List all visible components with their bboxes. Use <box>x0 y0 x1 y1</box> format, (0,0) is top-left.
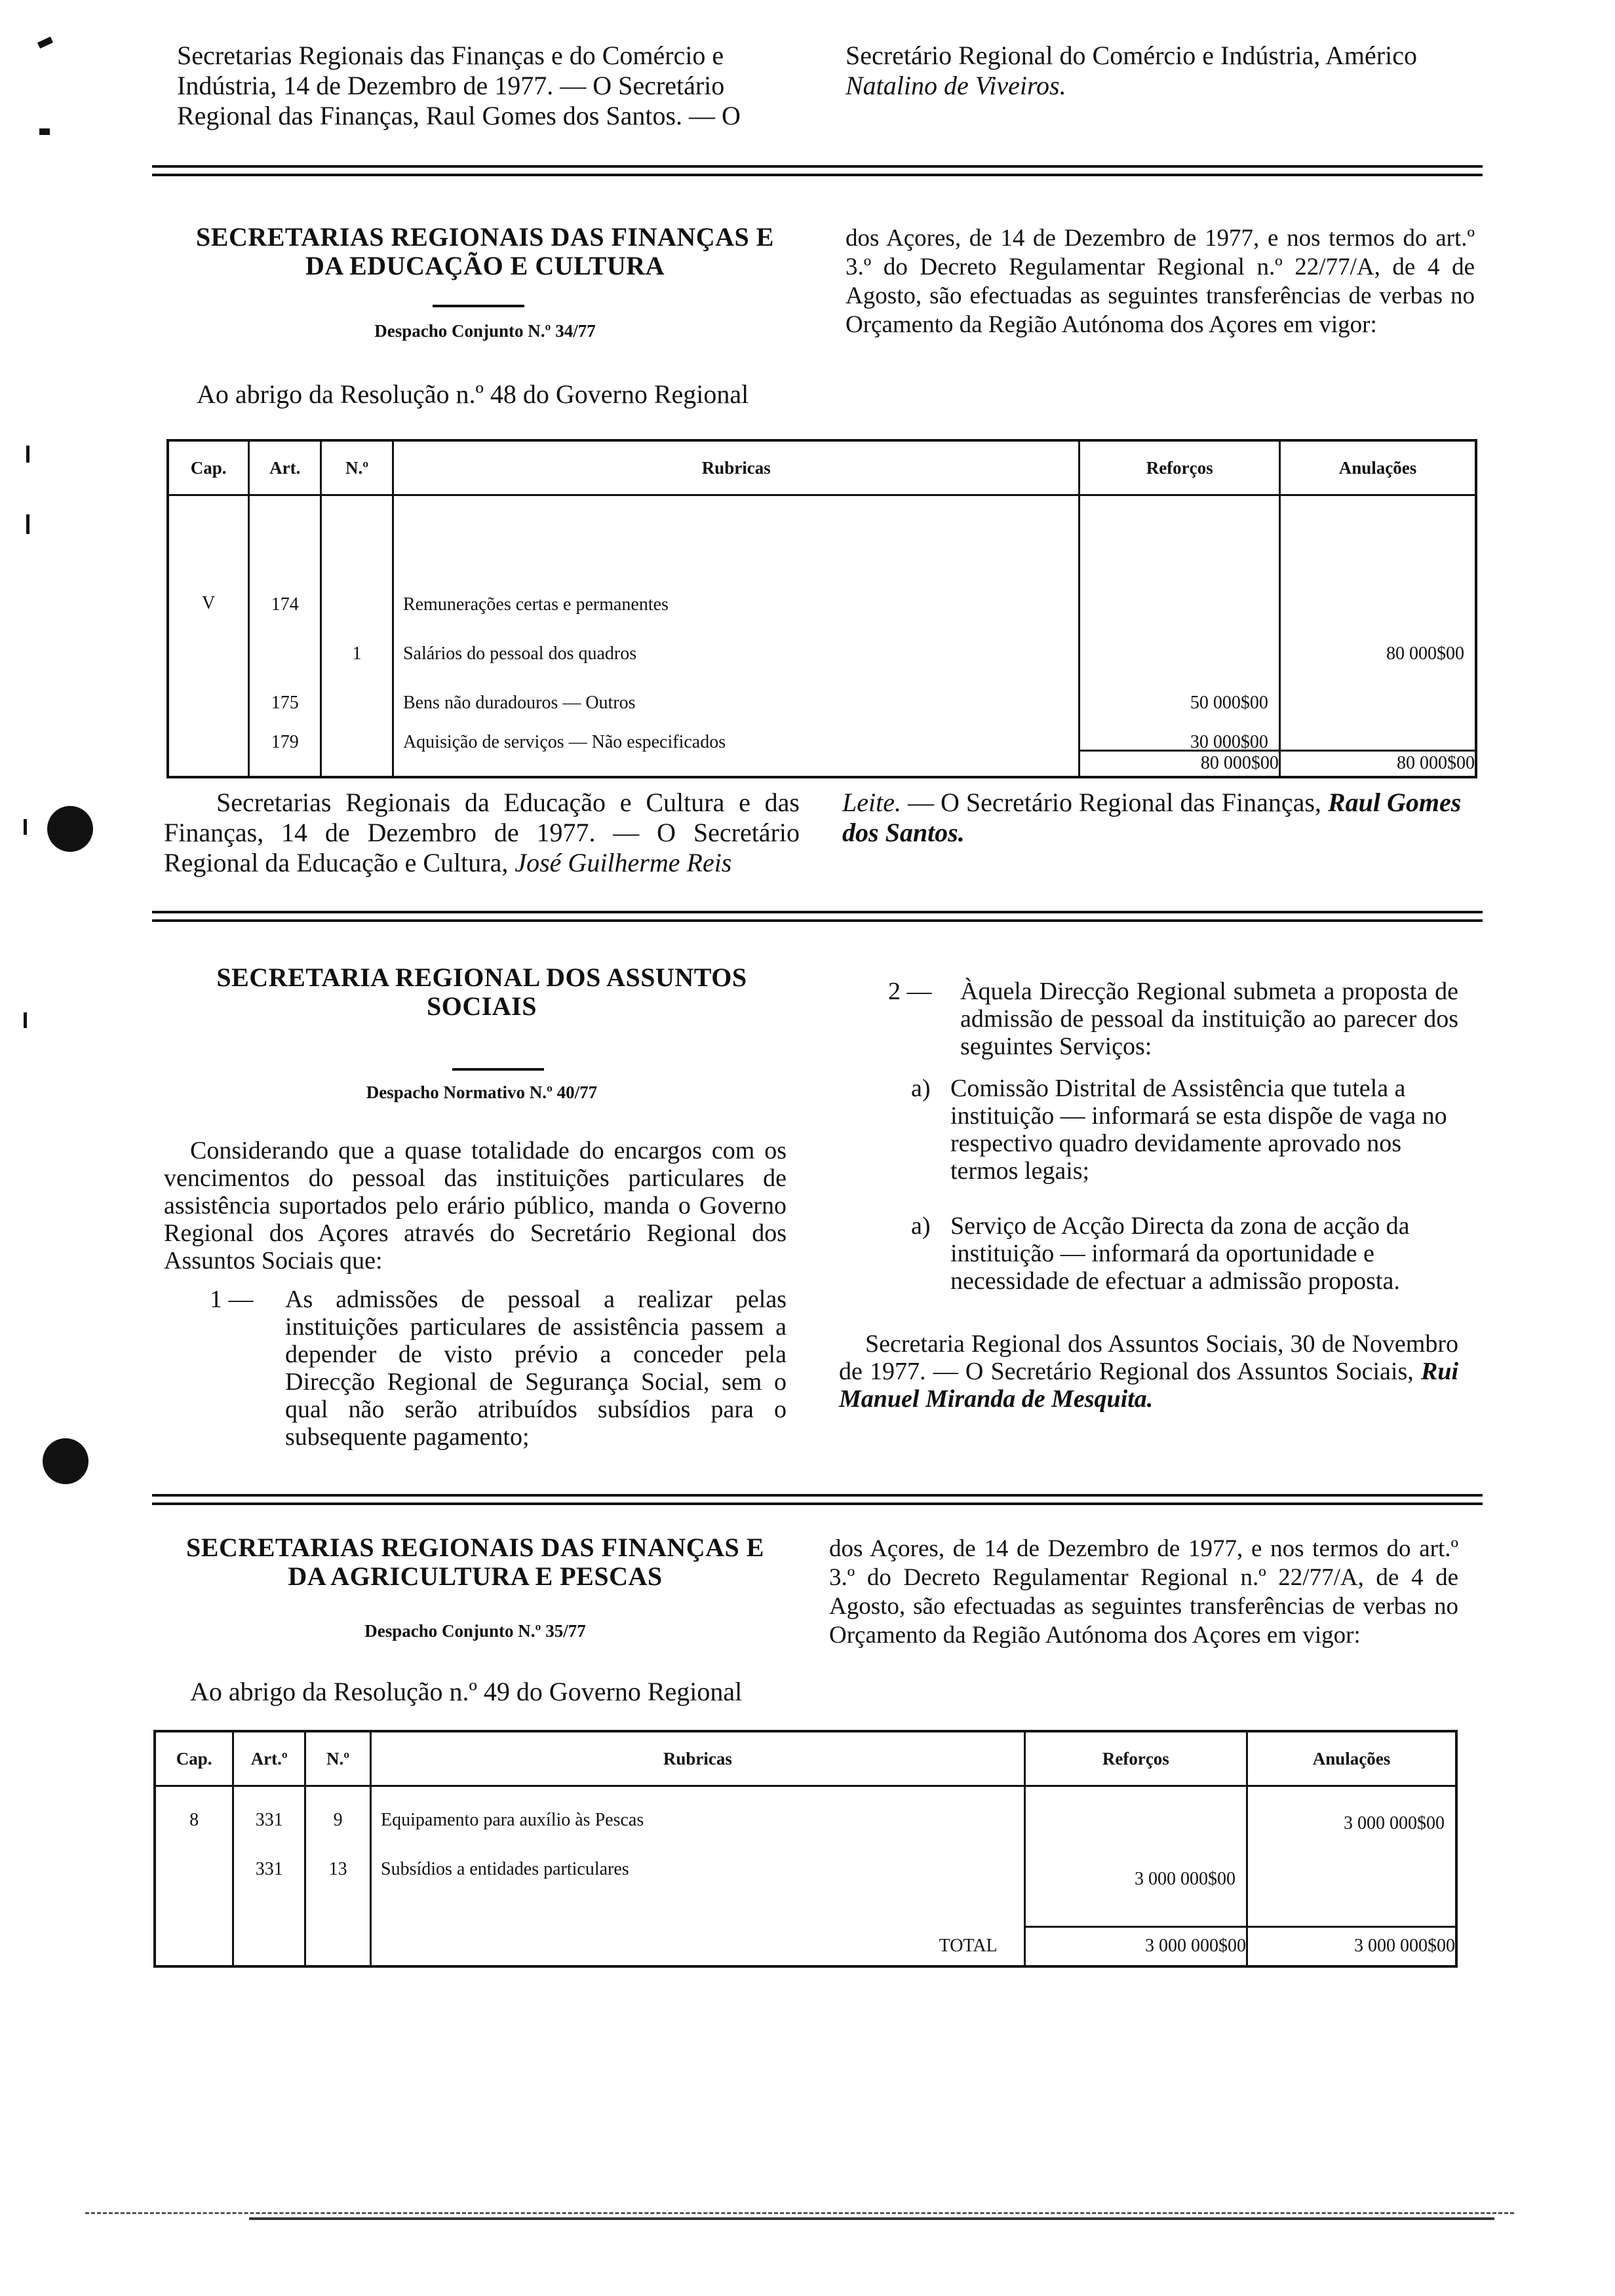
col-header-art: Art. <box>249 440 321 495</box>
section2-sub-a-2 <box>911 1212 1458 1295</box>
section1-reforcos-column <box>1080 495 1279 751</box>
section1-closing-right-name-2: Raul Gomes dos Santos. <box>842 788 1462 847</box>
section3-reforcos-column <box>1024 1786 1247 1927</box>
section3-total-anulacoes: 3 000 000$00 <box>1247 1927 1456 1966</box>
table-cell-reforco: 30 000$00 <box>1190 732 1268 752</box>
section1-table-header-row <box>168 440 1476 495</box>
section2-heading-line-1: SECRETARIA REGIONAL DOS ASSUNTOS <box>216 963 747 992</box>
col-header-cap: Cap. <box>168 440 249 495</box>
section1-closing-left <box>164 788 800 878</box>
section3-despacho-title: Despacho Conjunto N.º 35/77 <box>364 1621 586 1641</box>
section1-heading-rule <box>433 305 524 307</box>
binder-hole-mark <box>47 806 93 852</box>
margin-mark <box>26 514 29 534</box>
section2-sub-a-1-text: Comissão Distrital de Assistência que tutela a instituição — informará se esta dispõe de vaga no respectivo quadro devidamente aprovado nos termos legais; <box>950 1075 1447 1185</box>
top-fragment-line-3: Regional das Finanças, Raul Gomes dos Santos. — O <box>177 101 741 130</box>
section3-cap-column <box>155 1786 233 1927</box>
footer-scan-line <box>85 2212 1514 2214</box>
section2-item-2-text: Àquela Direcção Regional submeta a proposta de admissão de pessoal da instituição ao parecer dos seguintes Serviços: <box>960 978 1458 1060</box>
col-header-anulacoes: Anulações <box>1247 1731 1456 1786</box>
section1-heading-line-2: DA EDUCAÇÃO E CULTURA <box>305 251 665 280</box>
col-header-rubricas: Rubricas <box>371 1731 1025 1786</box>
section1-rubricas-column <box>393 495 1080 751</box>
col-header-reforcos: Reforços <box>1024 1731 1247 1786</box>
col-header-num: N.º <box>305 1731 371 1786</box>
table-cell-reforco: 50 000$00 <box>1190 693 1268 713</box>
section1-despacho-title: Despacho Conjunto N.º 34/77 <box>374 321 596 341</box>
col-header-art: Art.º <box>233 1731 305 1786</box>
table-cell-anulacao: 3 000 000$00 <box>1344 1813 1445 1833</box>
section1-heading <box>164 223 806 280</box>
section1-cap-value: V <box>202 593 216 613</box>
margin-mark <box>24 819 27 835</box>
section3-cap-value: 8 <box>189 1810 199 1830</box>
section3-anulacoes-column <box>1247 1786 1456 1927</box>
section2-item-1 <box>210 1286 787 1451</box>
section2-sub-a-1 <box>911 1075 1458 1185</box>
section2-heading-line-2: SOCIAIS <box>426 991 537 1021</box>
section1-closing-right-name-1: Leite. <box>842 788 901 817</box>
top-fragment-line-1: Secretarias Regionais das Finanças e do Comércio e <box>177 41 724 70</box>
section1-closing-right <box>842 788 1478 848</box>
table-cell-rubrica: Bens não duradouros — Outros <box>402 693 636 713</box>
section3-heading <box>151 1533 800 1591</box>
section2-item-1-text: As admissões de pessoal a realizar pelas instituições particulares de assistência passem a depender de visto prévio a conceder pela Direcção Regional de Segurança Social, sem o qual não serão atribuídos subsídios para o subsequente pagamento; <box>285 1286 787 1451</box>
section2-heading-rule <box>452 1068 544 1071</box>
section2-item-2 <box>888 978 1458 1060</box>
section1-closing-left-name: José Guilherme Reis <box>515 848 732 877</box>
footer-scan-line <box>249 2217 1494 2220</box>
table-cell-rubrica: Subsídios a entidades particulares <box>381 1859 629 1879</box>
margin-mark <box>39 128 50 135</box>
table-cell-art: 174 <box>271 594 299 615</box>
section2-heading <box>164 963 800 1021</box>
top-fragment-line-2: Indústria, 14 de Dezembro de 1977. — O Secretário <box>177 71 725 100</box>
section2-closing-name: Rui Manuel Miranda de Mesquita. <box>839 1358 1459 1413</box>
section2-intro: Considerando que a quase totalidade do encargos com os vencimentos do pessoal das instituições particulares de assistência suportados pelo erário público, manda o Governo Regional dos Açores através do Secretário Regional dos Assuntos Sociais que: <box>164 1137 787 1274</box>
section2-despacho-title: Despacho Normativo N.º 40/77 <box>366 1082 598 1102</box>
section1-anulacoes-column <box>1279 495 1476 751</box>
section3-num-column <box>305 1786 371 1927</box>
section2-item-2-number: 2 — <box>888 978 932 1005</box>
top-fragment-right <box>846 41 1488 101</box>
margin-mark <box>26 446 29 463</box>
section2-sub-a-1-label: a) <box>911 1075 931 1102</box>
section1-closing-left-text: Secretarias Regionais da Educação e Cultura e das Finanças, 14 de Dezembro de 1977. — O Secretário Regional da Educação e Cultura, <box>164 788 800 877</box>
col-header-rubricas: Rubricas <box>393 440 1080 495</box>
table-cell-anulacao: 80 000$00 <box>1386 643 1464 664</box>
table-cell-art: 179 <box>271 732 299 752</box>
section-divider-1 <box>152 165 1483 180</box>
section3-rubricas-column <box>371 1786 1025 1927</box>
top-fragment-right-line-1: Secretário Regional do Comércio e Indústria, Américo <box>846 41 1417 70</box>
section3-heading-line-2: DA AGRICULTURA E PESCAS <box>288 1561 663 1591</box>
section3-art-column <box>233 1786 305 1927</box>
section1-cap-column <box>168 495 249 751</box>
section1-heading-line-1: SECRETARIAS REGIONAIS DAS FINANÇAS E <box>196 222 774 252</box>
section1-art-column <box>249 495 321 751</box>
section2-sub-a-2-text: Serviço de Acção Directa da zona de acção da instituição — informará da oportunidade e necessidade de efectuar a admissão proposta. <box>950 1212 1410 1295</box>
section3-table-header-row <box>155 1731 1456 1786</box>
section-divider-2 <box>152 911 1483 925</box>
col-header-reforcos: Reforços <box>1080 440 1279 495</box>
table-cell-art: 175 <box>271 693 299 713</box>
section2-item-1-number: 1 — <box>210 1286 254 1313</box>
col-header-anulacoes: Anulações <box>1279 440 1476 495</box>
table-cell-num: 1 <box>352 643 362 664</box>
table-cell-art: 331 <box>255 1859 283 1879</box>
section3-heading-line-1: SECRETARIAS REGIONAIS DAS FINANÇAS E <box>186 1533 764 1562</box>
section1-num-column <box>321 495 393 751</box>
col-header-cap: Cap. <box>155 1731 233 1786</box>
top-fragment-right-line-2: Natalino de Viveiros. <box>846 71 1066 100</box>
table-cell-num: 13 <box>328 1859 347 1879</box>
section3-budget-table <box>153 1730 1458 1968</box>
section3-total-row <box>155 1927 1456 1966</box>
margin-mark <box>24 1012 27 1028</box>
section1-total-reforcos: 80 000$00 <box>1080 751 1279 777</box>
section1-total-anulacoes: 80 000$00 <box>1279 751 1476 777</box>
section3-total-label: TOTAL <box>371 1927 1025 1966</box>
table-cell-rubrica: Remunerações certas e permanentes <box>402 594 669 615</box>
section1-closing-right-text: — O Secretário Regional das Finanças, <box>901 788 1321 817</box>
section-divider-3 <box>152 1494 1483 1508</box>
top-fragment-left <box>177 41 813 131</box>
section1-intro-left: Ao abrigo da Resolução n.º 48 do Governo Regional <box>197 379 749 409</box>
section2-closing-text: Secretaria Regional dos Assuntos Sociais, 30 de Novembro de 1977. — O Secretário Regional dos Assuntos Sociais, <box>839 1330 1458 1385</box>
table-cell-reforco: 3 000 000$00 <box>1135 1869 1236 1889</box>
section3-total-reforcos: 3 000 000$00 <box>1024 1927 1247 1966</box>
section2-closing <box>839 1330 1458 1413</box>
section1-total-row <box>168 751 1476 777</box>
section3-intro-right: dos Açores, de 14 de Dezembro de 1977, e nos termos do art.º 3.º do Decreto Regulamentar Regional n.º 22/77/A, de 4 de Agosto, são efectuadas as seguintes transferências de verbas no Orçamento da Região Autónoma dos Açores em vigor: <box>829 1535 1458 1649</box>
table-cell-num: 9 <box>333 1810 343 1830</box>
col-header-num: N.º <box>321 440 393 495</box>
section2-sub-a-2-label: a) <box>911 1212 931 1240</box>
table-cell-rubrica: Aquisição de serviços — Não especificados <box>402 732 726 752</box>
table-cell-rubrica: Equipamento para auxílio às Pescas <box>381 1810 644 1830</box>
section3-intro-left: Ao abrigo da Resolução n.º 49 do Governo Regional <box>190 1677 743 1706</box>
section1-intro-right: dos Açores, de 14 de Dezembro de 1977, e nos termos do art.º 3.º do Decreto Regulamentar Regional n.º 22/77/A, de 4 de Agosto, são efectuadas as seguintes transferências de verbas no Orçamento da Região Autónoma dos Açores em vigor: <box>846 225 1475 338</box>
section1-budget-table <box>166 439 1477 778</box>
margin-mark <box>37 37 53 48</box>
binder-hole-mark <box>43 1438 88 1484</box>
table-cell-art: 331 <box>255 1810 283 1830</box>
table-cell-rubrica: Salários do pessoal dos quadros <box>402 643 637 664</box>
